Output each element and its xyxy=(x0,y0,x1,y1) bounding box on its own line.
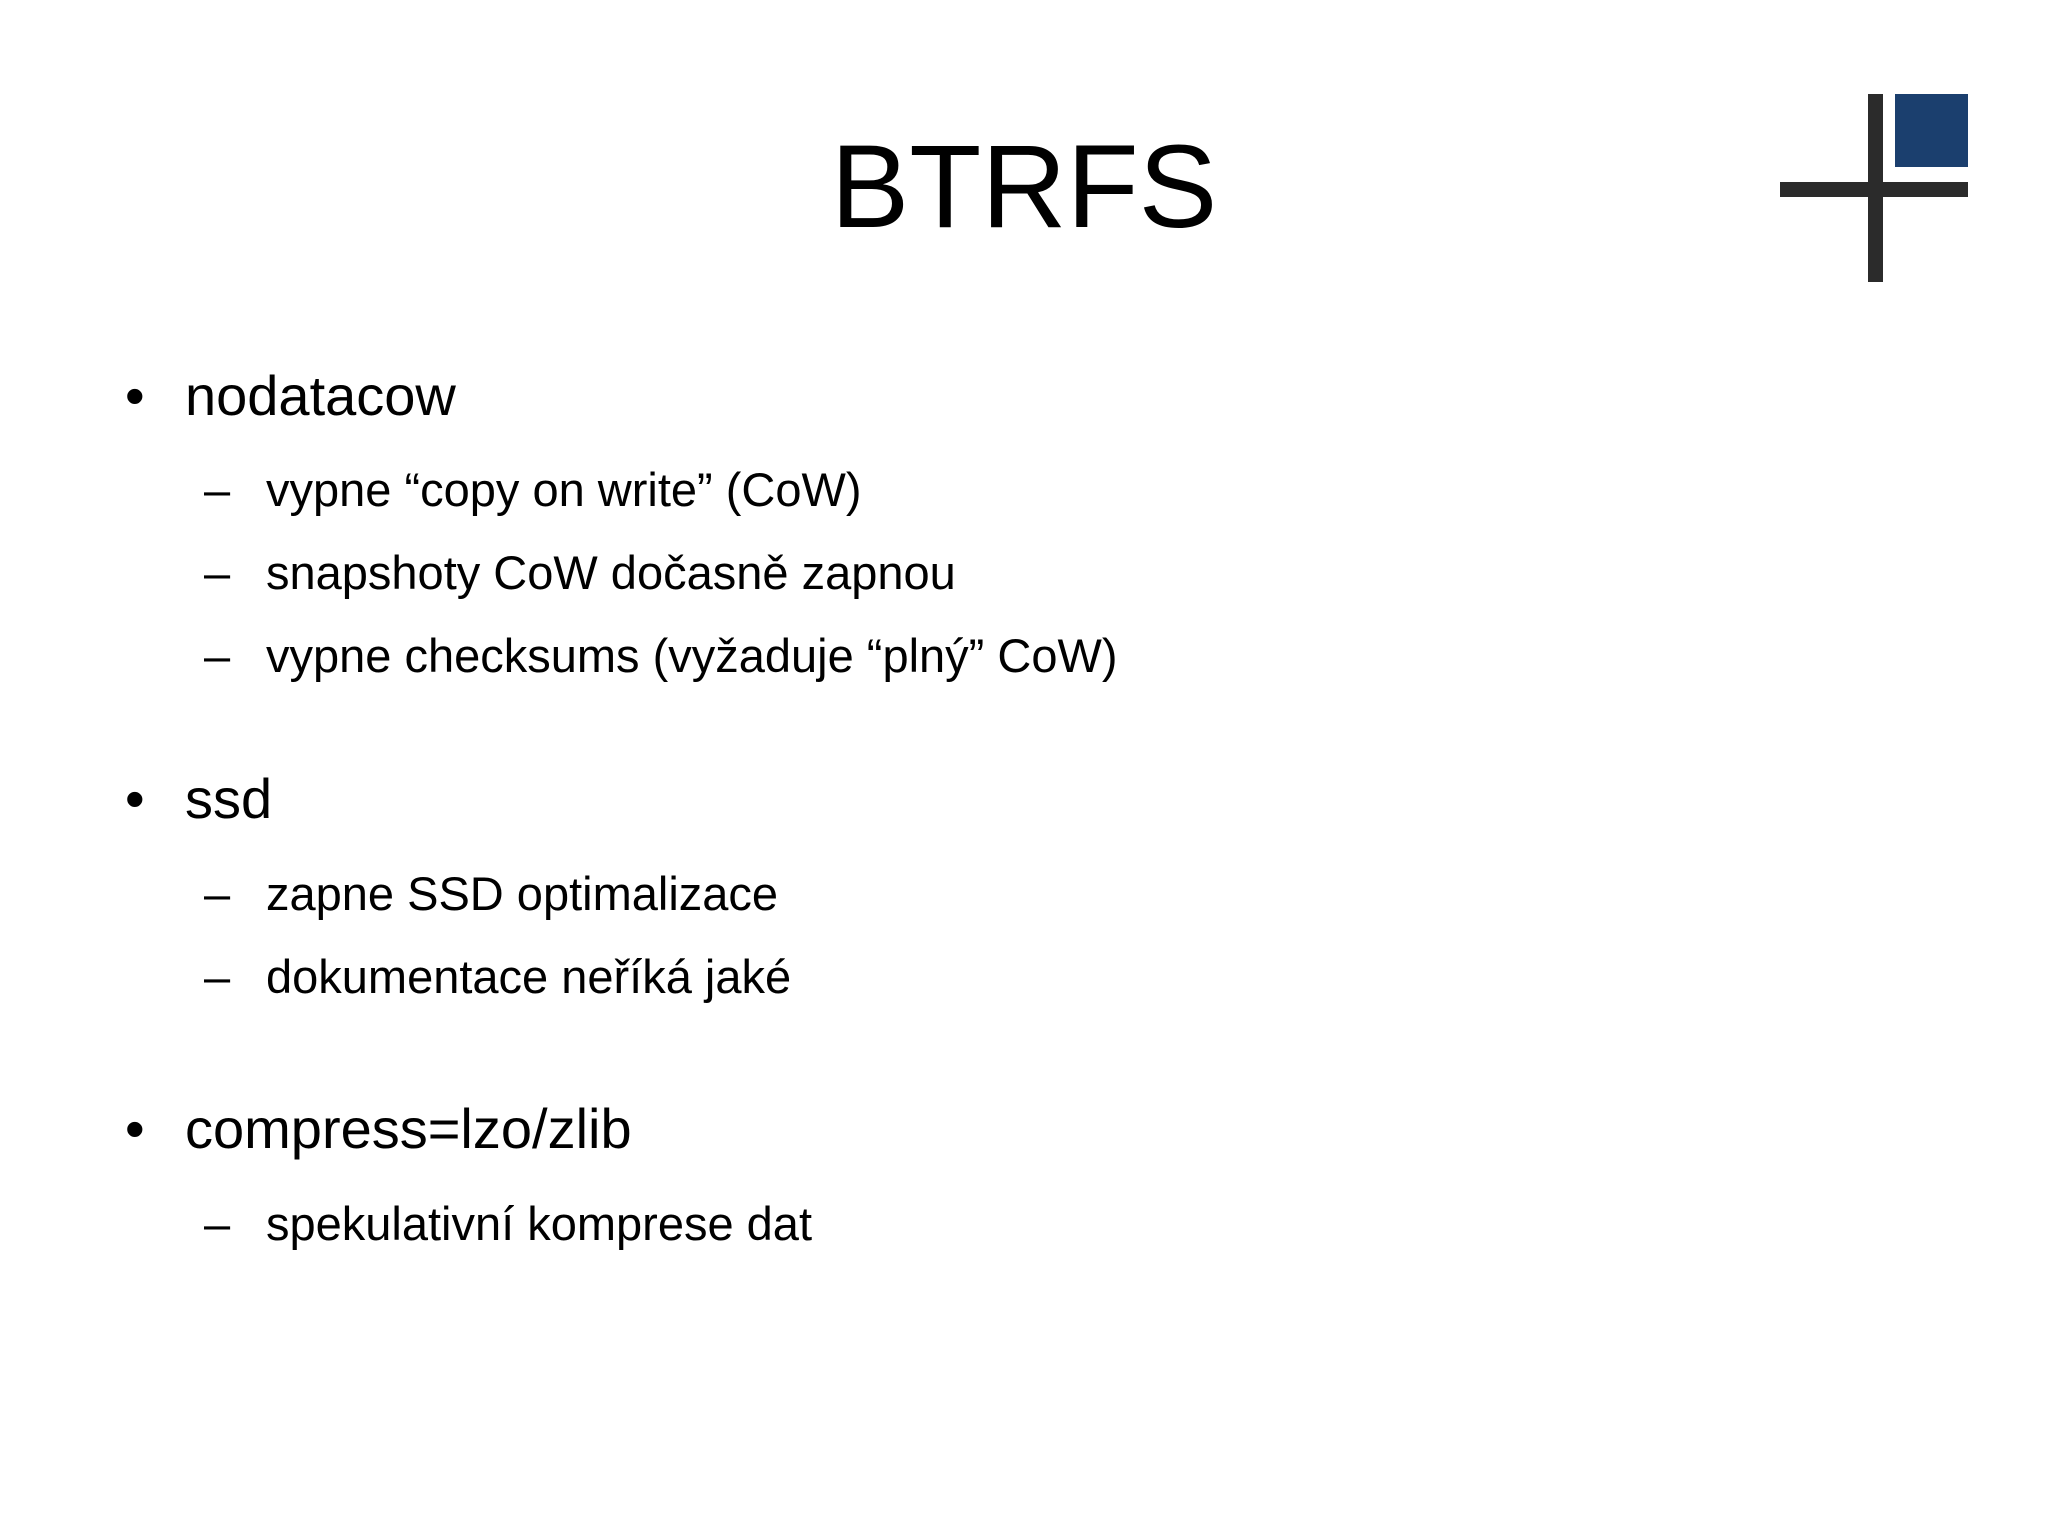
dash-icon: – xyxy=(204,546,231,599)
list-item-compress xyxy=(125,1097,632,1160)
logo-square xyxy=(1895,94,1968,167)
sub-item-label: dokumentace neříká jaké xyxy=(266,950,792,1003)
dash-icon: – xyxy=(204,867,231,920)
sub-item xyxy=(204,463,862,516)
crosshair-square-logo-icon xyxy=(1780,94,1970,284)
sub-item-label: spekulativní komprese dat xyxy=(266,1197,813,1250)
list-item-label: nodatacow xyxy=(185,364,456,427)
list-item-nodatacow xyxy=(125,364,456,427)
sub-item xyxy=(204,1197,813,1250)
list-item-ssd xyxy=(125,767,273,830)
dash-icon: – xyxy=(204,1197,231,1250)
list-item-label: ssd xyxy=(185,767,273,830)
sub-item-label: vypne checksums (vyžaduje “plný” CoW) xyxy=(266,629,1118,682)
bullet-icon: • xyxy=(125,767,145,830)
dash-icon: – xyxy=(204,629,231,682)
sub-item xyxy=(204,950,792,1003)
sub-item-label: zapne SSD optimalizace xyxy=(266,867,779,920)
sub-item xyxy=(204,629,1118,682)
slide-title: BTRFS xyxy=(830,121,1218,253)
sub-item xyxy=(204,546,956,599)
list-item-label: compress=lzo/zlib xyxy=(185,1097,632,1160)
bullet-icon: • xyxy=(125,1097,145,1160)
sub-item-label: vypne “copy on write” (CoW) xyxy=(266,463,862,516)
logo-horizontal-line xyxy=(1780,182,1968,197)
dash-icon: – xyxy=(204,950,231,1003)
sub-item xyxy=(204,867,779,920)
bullet-icon: • xyxy=(125,364,145,427)
dash-icon: – xyxy=(204,463,231,516)
sub-item-label: snapshoty CoW dočasně zapnou xyxy=(266,546,956,599)
